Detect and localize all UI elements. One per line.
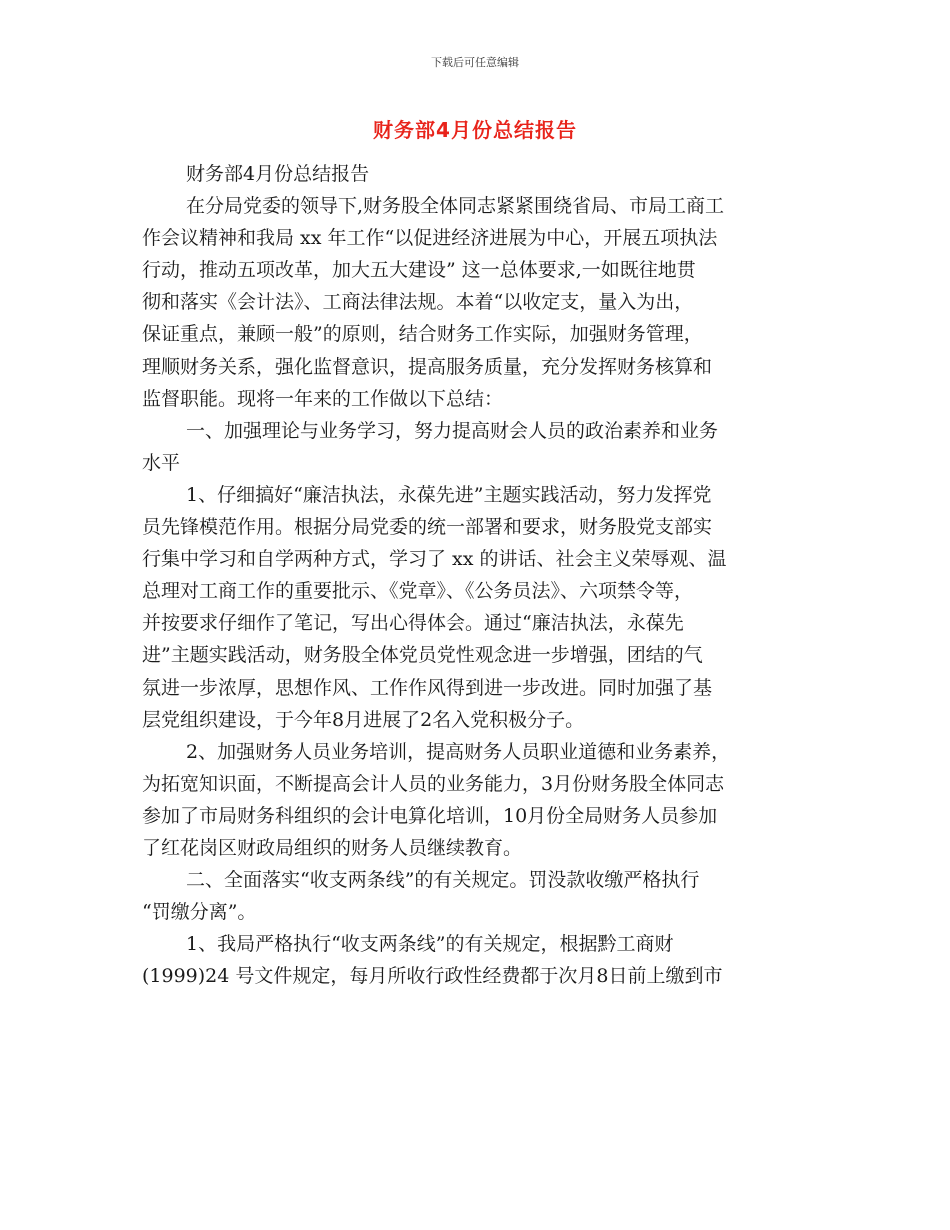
text-line: 二、全面落实“收支两条线”的有关规定。罚没款收缴严格执行	[186, 869, 700, 892]
text-line: 氛进一步浓厚，思想作风、工作作风得到进一步改进。同时加强了基	[142, 676, 713, 699]
text-line: 为拓宽知识面，不断提高会计人员的业务能力，3月份财务股全体同志	[142, 772, 725, 795]
document-title: 财务部4月份总结报告	[373, 118, 577, 142]
text-line: 并按要求仔细作了笔记，写出心得体会。通过“廉洁执法，永葆先	[142, 612, 684, 635]
document-body	[142, 158, 810, 992]
text-line: 财务部4月份总结报告	[186, 163, 370, 185]
text-line: 了红花岗区财政局组织的财务人员继续教育。	[142, 836, 523, 859]
text-line: 总理对工商工作的重要批示、《党章》、《公务员法》、六项禁令等，	[142, 580, 694, 603]
text-line: 行集中学习和自学两种方式，学习了 xx 的讲话、社会主义荣辱观、温	[142, 548, 727, 571]
text-line: 在分局党委的领导下,财务股全体同志紧紧围绕省局、市局工商工	[186, 195, 725, 218]
text-line: 保证重点，兼顾一般”的原则，结合财务工作实际，加强财务管理，	[142, 323, 703, 346]
text-line: “罚缴分离”。	[142, 901, 257, 924]
text-line: (1999)24 号文件规定，每月所收行政性经费都于次月8日前上缴到市	[142, 965, 723, 988]
text-line: 一、加强理论与业务学习，努力提高财会人员的政治素养和业务	[186, 419, 719, 442]
text-line: 1、我局严格执行“收支两条线”的有关规定，根据黔工商财	[186, 933, 674, 956]
text-line: 水平	[142, 451, 181, 474]
text-line: 监督职能。现将一年来的工作做以下总结：	[142, 387, 504, 410]
text-line: 参加了市局财务科组织的会计电算化培训，10月份全局财务人员参加	[142, 804, 718, 827]
text-line: 2、加强财务人员业务培训，提高财务人员职业道德和业务素养，	[186, 740, 731, 763]
text-line: 行动，推动五项改革，加大五大建设” 这一总体要求,一如既往地贯	[142, 259, 696, 282]
text-line: 作会议精神和我局 xx 年工作“以促进经济进展为中心，开展五项执法	[142, 227, 718, 250]
text-line: 理顺财务关系，强化监督意识，提高服务质量，充分发挥财务核算和	[142, 355, 713, 378]
header-note: 下载后可任意编辑	[431, 56, 519, 69]
text-line: 1、仔细搞好“廉洁执法，永葆先进”主题实践活动，努力发挥党	[186, 483, 712, 506]
text-line: 员先锋模范作用。根据分局党委的统一部署和要求，财务股党支部实	[142, 516, 713, 539]
text-line: 进”主题实践活动，财务股全体党员党性观念进一步增强，团结的气	[142, 644, 703, 667]
text-line: 层党组织建设，于今年8月进展了2名入党积极分子。	[142, 708, 585, 731]
text-line: 彻和落实《会计法》、工商法律法规。本着“以收定支，量入为出，	[142, 291, 694, 314]
